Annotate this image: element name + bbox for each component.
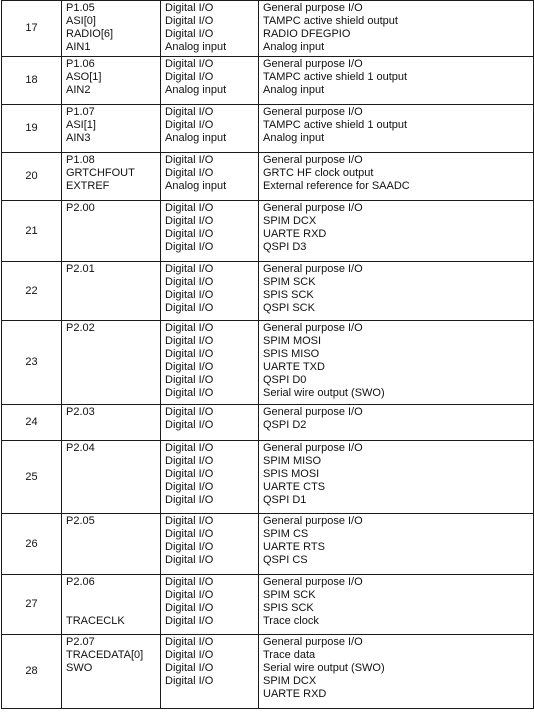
- pin-type-line: Analog input: [165, 41, 227, 53]
- pin-description-line: General purpose I/O: [263, 442, 363, 454]
- pin-type-line: Digital I/O: [165, 636, 214, 648]
- pin-name-line: [66, 541, 156, 554]
- pin-description-line: Analog input: [263, 132, 325, 144]
- pin-number-cell: 21: [2, 201, 62, 262]
- pin-name-cell: [62, 1, 161, 57]
- pin-type-line: Digital I/O: [165, 154, 214, 166]
- pin-number-cell: 26: [2, 514, 62, 575]
- pin-name-line: [66, 387, 156, 400]
- pin-type-line: Digital I/O: [165, 71, 214, 83]
- pin-description-line: General purpose I/O: [263, 636, 363, 648]
- pin-name-line: P1.05: [66, 2, 95, 14]
- pin-type-line: Digital I/O: [165, 302, 214, 314]
- pin-description-line: UARTE RXD: [263, 228, 327, 240]
- pin-description-line: QSPI SCK: [263, 302, 315, 314]
- table-row: [2, 201, 534, 262]
- pin-name-line: TRACECLK: [66, 615, 125, 627]
- table-row: [2, 105, 534, 153]
- pin-description-line: General purpose I/O: [263, 406, 363, 418]
- pin-type-line: Digital I/O: [165, 528, 214, 540]
- table-body: [2, 1, 534, 709]
- pin-description-line: SPIM CS: [263, 528, 309, 540]
- pin-description-line: TAMPC active shield 1 output: [263, 119, 408, 131]
- pin-description-cell: [259, 201, 534, 262]
- pin-description-line: SPIM SCK: [263, 276, 316, 288]
- pin-name-line: P1.07: [66, 106, 95, 118]
- pin-name-cell: [62, 514, 161, 575]
- pin-type-line: Digital I/O: [165, 289, 214, 301]
- pin-number-cell: 22: [2, 262, 62, 321]
- pin-description-line: SPIS SCK: [263, 602, 314, 614]
- pin-type-line: Digital I/O: [165, 481, 214, 493]
- pin-name-line: [66, 688, 156, 701]
- pin-description-line: General purpose I/O: [263, 106, 363, 118]
- pin-name-line: P2.03: [66, 406, 95, 418]
- pin-type-line: Digital I/O: [165, 241, 214, 253]
- pin-description-line: General purpose I/O: [263, 202, 363, 214]
- pin-type-line: Digital I/O: [165, 576, 214, 588]
- pin-description-line: Serial wire output (SWO): [263, 387, 385, 399]
- pin-type-cell: [161, 201, 259, 262]
- pin-type-line: Digital I/O: [165, 541, 214, 553]
- pin-type-line: Digital I/O: [165, 494, 214, 506]
- pin-name-cell: [62, 57, 161, 105]
- pin-name-line: [66, 241, 156, 254]
- pin-description-line: General purpose I/O: [263, 515, 363, 527]
- pin-type-line: Digital I/O: [165, 387, 214, 399]
- pin-number-cell: 18: [2, 57, 62, 105]
- pin-number-cell: 27: [2, 575, 62, 635]
- pin-description-line: QSPI CS: [263, 554, 308, 566]
- pin-name-line: P2.04: [66, 442, 95, 454]
- pin-type-line: Digital I/O: [165, 15, 214, 27]
- pin-type-cell: [161, 262, 259, 321]
- pin-name-cell: [62, 405, 161, 441]
- pin-description-cell: [259, 1, 534, 57]
- pin-type-line: Digital I/O: [165, 649, 214, 661]
- pin-description-line: Trace data: [263, 649, 316, 661]
- pin-name-line: [66, 302, 156, 315]
- pin-type-line: Digital I/O: [165, 215, 214, 227]
- pin-type-cell: [161, 575, 259, 635]
- pin-name-line: [66, 602, 156, 615]
- pin-type-line: Digital I/O: [165, 58, 214, 70]
- table-row: [2, 441, 534, 514]
- pin-description-line: SPIM DCX: [263, 675, 317, 687]
- pin-description-line: Analog input: [263, 84, 325, 96]
- pin-type-line: Digital I/O: [165, 28, 214, 40]
- pin-type-line: Digital I/O: [165, 228, 214, 240]
- pin-name-line: [66, 468, 156, 481]
- pin-type-cell: [161, 441, 259, 514]
- pin-type-line: Digital I/O: [165, 442, 214, 454]
- pin-type-line: [165, 688, 254, 701]
- pin-number-cell: 23: [2, 321, 62, 405]
- pin-type-line: Digital I/O: [165, 455, 214, 467]
- pin-type-cell: [161, 153, 259, 201]
- pin-assignment-table: [1, 0, 534, 709]
- pin-number-cell: 25: [2, 441, 62, 514]
- pin-description-line: Trace clock: [263, 615, 319, 627]
- pin-name-cell: [62, 441, 161, 514]
- pin-type-line: Digital I/O: [165, 2, 214, 14]
- pin-type-line: Digital I/O: [165, 335, 214, 347]
- pin-description-line: UARTE RXD: [263, 688, 327, 700]
- pin-type-cell: [161, 105, 259, 153]
- pin-number-cell: 20: [2, 153, 62, 201]
- table-row: [2, 635, 534, 709]
- pin-type-line: Digital I/O: [165, 406, 214, 418]
- pin-name-line: AIN2: [66, 84, 91, 96]
- pin-type-cell: [161, 635, 259, 709]
- pin-type-cell: [161, 514, 259, 575]
- pin-description-line: RADIO DFEGPIO: [263, 28, 351, 40]
- pin-description-cell: [259, 153, 534, 201]
- pin-description-cell: [259, 105, 534, 153]
- pin-name-line: P2.05: [66, 515, 95, 527]
- pin-description-line: General purpose I/O: [263, 2, 363, 14]
- pin-description-line: QSPI D2: [263, 419, 307, 431]
- pin-description-line: SPIM SCK: [263, 589, 316, 601]
- pin-name-line: P1.06: [66, 58, 95, 70]
- pin-type-line: Digital I/O: [165, 662, 214, 674]
- pin-name-line: [66, 554, 156, 567]
- pin-type-line: Digital I/O: [165, 167, 214, 179]
- pin-name-line: [66, 348, 156, 361]
- pin-name-line: ASI[0]: [66, 15, 96, 27]
- pin-number-cell: 28: [2, 635, 62, 709]
- pin-description-line: External reference for SAADC: [263, 180, 410, 192]
- pin-name-line: [66, 589, 156, 602]
- table-row: [2, 575, 534, 635]
- pin-description-cell: [259, 514, 534, 575]
- pin-description-line: GRTC HF clock output: [263, 167, 374, 179]
- table-row: [2, 57, 534, 105]
- pin-description-line: SPIM DCX: [263, 215, 317, 227]
- pin-name-line: P1.08: [66, 154, 95, 166]
- pin-name-cell: [62, 635, 161, 709]
- pin-name-cell: [62, 262, 161, 321]
- pin-name-cell: [62, 153, 161, 201]
- pin-name-line: [66, 419, 156, 432]
- pin-description-cell: [259, 321, 534, 405]
- pin-description-cell: [259, 405, 534, 441]
- pin-type-line: Analog input: [165, 84, 227, 96]
- pin-description-line: UARTE CTS: [263, 481, 326, 493]
- table-row: [2, 1, 534, 57]
- pin-description-line: General purpose I/O: [263, 58, 363, 70]
- pin-number-cell: 24: [2, 405, 62, 441]
- pin-description-line: General purpose I/O: [263, 154, 363, 166]
- pin-description-line: TAMPC active shield 1 output: [263, 71, 408, 83]
- pin-description-line: QSPI D1: [263, 494, 307, 506]
- pin-description-line: QSPI D0: [263, 374, 307, 386]
- table-row: [2, 262, 534, 321]
- pin-description-cell: [259, 57, 534, 105]
- pin-type-line: Digital I/O: [165, 374, 214, 386]
- pin-name-line: [66, 481, 156, 494]
- pin-type-line: Digital I/O: [165, 106, 214, 118]
- pin-description-line: QSPI D3: [263, 241, 307, 253]
- pin-name-line: ASO[1]: [66, 71, 102, 83]
- pin-type-line: Digital I/O: [165, 348, 214, 360]
- pin-description-line: SPIS MOSI: [263, 468, 320, 480]
- pin-description-cell: [259, 262, 534, 321]
- pin-type-line: Digital I/O: [165, 322, 214, 334]
- pin-number-cell: 19: [2, 105, 62, 153]
- pin-type-cell: [161, 321, 259, 405]
- pin-type-cell: [161, 57, 259, 105]
- pin-description-line: SPIS SCK: [263, 289, 314, 301]
- pin-description-cell: [259, 441, 534, 514]
- pin-type-line: Digital I/O: [165, 119, 214, 131]
- pin-description-line: Serial wire output (SWO): [263, 662, 385, 674]
- pin-type-line: Analog input: [165, 132, 227, 144]
- pin-description-line: SPIM MISO: [263, 455, 322, 467]
- pin-name-line: GRTCHFOUT: [66, 167, 135, 179]
- pin-type-line: Digital I/O: [165, 554, 214, 566]
- pin-name-line: [66, 361, 156, 374]
- pin-description-line: General purpose I/O: [263, 263, 363, 275]
- pin-description-line: Analog input: [263, 41, 325, 53]
- pin-description-cell: [259, 635, 534, 709]
- pin-type-line: Analog input: [165, 180, 227, 192]
- pin-name-line: [66, 228, 156, 241]
- pin-type-line: Digital I/O: [165, 589, 214, 601]
- pin-type-line: Digital I/O: [165, 602, 214, 614]
- pin-name-line: [66, 675, 156, 688]
- pin-type-line: Digital I/O: [165, 202, 214, 214]
- pin-type-cell: [161, 1, 259, 57]
- table-row: [2, 514, 534, 575]
- pin-name-line: EXTREF: [66, 180, 110, 192]
- pin-type-line: Digital I/O: [165, 419, 214, 431]
- pin-name-line: AIN3: [66, 132, 91, 144]
- pin-type-cell: [161, 405, 259, 441]
- pin-description-line: UARTE RTS: [263, 541, 325, 553]
- pin-name-line: [66, 335, 156, 348]
- pin-name-line: P2.07: [66, 636, 95, 648]
- pin-name-line: [66, 215, 156, 228]
- pin-name-line: SWO: [66, 662, 93, 674]
- pin-name-line: [66, 494, 156, 507]
- pin-name-line: P2.06: [66, 576, 95, 588]
- table-row: [2, 321, 534, 405]
- pin-type-line: Digital I/O: [165, 615, 214, 627]
- pin-name-cell: [62, 321, 161, 405]
- pin-name-cell: [62, 105, 161, 153]
- pin-name-line: ASI[1]: [66, 119, 96, 131]
- pin-description-line: General purpose I/O: [263, 576, 363, 588]
- pin-type-line: Digital I/O: [165, 276, 214, 288]
- pin-number-cell: 17: [2, 1, 62, 57]
- pin-name-line: P2.00: [66, 202, 95, 214]
- pin-name-cell: [62, 201, 161, 262]
- pin-name-line: [66, 528, 156, 541]
- pin-type-line: Digital I/O: [165, 468, 214, 480]
- pin-type-line: Digital I/O: [165, 263, 214, 275]
- pin-name-line: [66, 455, 156, 468]
- pin-description-cell: [259, 575, 534, 635]
- pin-type-line: Digital I/O: [165, 361, 214, 373]
- pin-name-line: [66, 289, 156, 302]
- pin-name-line: [66, 374, 156, 387]
- pin-type-line: Digital I/O: [165, 515, 214, 527]
- pin-name-line: TRACEDATA[0]: [66, 649, 144, 661]
- pin-name-line: RADIO[6]: [66, 28, 114, 40]
- table-row: [2, 405, 534, 441]
- pin-name-line: [66, 276, 156, 289]
- pin-name-line: P2.01: [66, 263, 95, 275]
- pin-description-line: UARTE TXD: [263, 361, 325, 373]
- pin-name-line: P2.02: [66, 322, 95, 334]
- pin-description-line: General purpose I/O: [263, 322, 363, 334]
- table-row: [2, 153, 534, 201]
- pin-name-cell: [62, 575, 161, 635]
- pin-description-line: TAMPC active shield output: [263, 15, 398, 27]
- pin-description-line: SPIM MOSI: [263, 335, 322, 347]
- pin-name-line: AIN1: [66, 41, 91, 53]
- pin-description-line: SPIS MISO: [263, 348, 320, 360]
- pin-type-line: Digital I/O: [165, 675, 214, 687]
